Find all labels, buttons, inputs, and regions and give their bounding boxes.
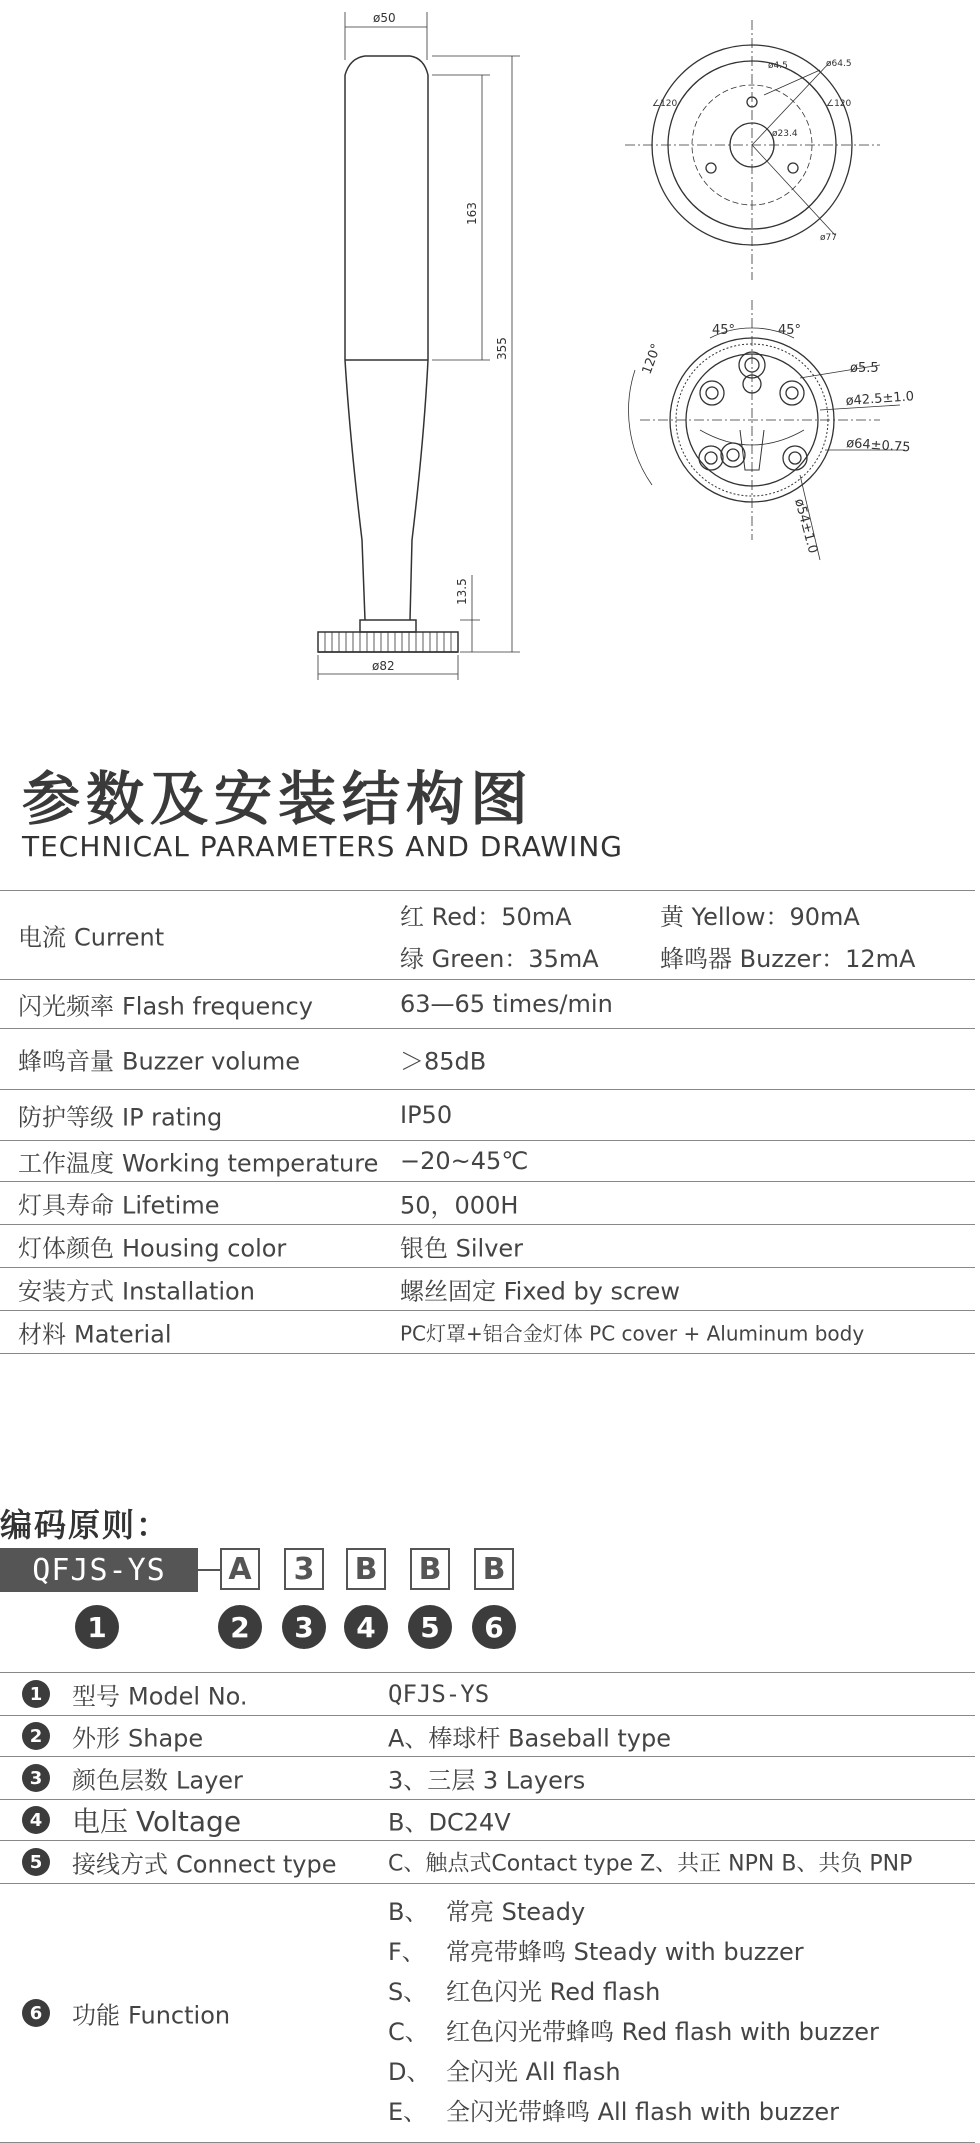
current-buzzer: 蜂鸣器 Buzzer：12mA (660, 945, 916, 973)
dim-base-diameter: ø82 (372, 659, 395, 673)
function-code: D、 (388, 2058, 431, 2086)
coding-row-number: 5 (22, 1848, 50, 1876)
coding-row (0, 1757, 975, 1800)
dim-angle-left: ∠120 (652, 99, 678, 109)
model-code-box: QFJS-YS (0, 1548, 198, 1592)
coding-row-label (72, 1761, 243, 1796)
dim-angle-45-right: 45° (778, 323, 802, 338)
param-value: 银色 Silver (400, 1234, 524, 1263)
param-label-cn: 蜂鸣音量 (18, 1047, 114, 1076)
function-desc: 红色闪光 Red flash (446, 1978, 661, 2006)
code-number-4: 4 (344, 1605, 388, 1649)
param-label-cn: 材料 (18, 1320, 66, 1349)
code-number-2: 2 (218, 1605, 262, 1649)
section-title-en: TECHNICAL PARAMETERS AND DRAWING (22, 830, 623, 863)
function-list (388, 1892, 879, 2132)
coding-row-label (72, 1845, 336, 1880)
param-label (18, 918, 164, 953)
param-label (18, 1315, 172, 1350)
coding-label-cn: 型号 (72, 1682, 120, 1711)
dim-angle-45-left: 45° (712, 323, 736, 338)
param-label-en: Flash frequency (122, 992, 313, 1021)
dim-angle-120: 120° (639, 341, 665, 377)
function-desc: 全闪光带蜂鸣 All flash with buzzer (446, 2098, 839, 2126)
param-row (0, 1225, 975, 1268)
param-value: IP50 (400, 1101, 453, 1129)
coding-label-en: Connect type (176, 1850, 337, 1879)
param-label-en: IP rating (122, 1103, 223, 1132)
coding-row-value: A、棒球杆 Baseball type (388, 1724, 672, 1753)
coding-label-en: Model No. (128, 1682, 248, 1711)
dim-circle-54: ø54±1.0 (791, 497, 821, 556)
param-row (0, 1182, 975, 1225)
dim-circle-23-4: ø23.4 (772, 129, 798, 139)
function-code: S、 (388, 1978, 428, 2006)
coding-row (0, 1716, 975, 1757)
param-label-cn: 安装方式 (18, 1277, 114, 1306)
param-label-en: Housing color (122, 1234, 287, 1263)
param-value: PC灯罩+铝合金灯体 PC cover + Aluminum body (400, 1321, 865, 1346)
function-item (388, 2092, 879, 2132)
param-label (18, 1042, 300, 1077)
dim-circle-64-5: ø64.5 (826, 59, 852, 69)
base-knurling (325, 632, 451, 652)
coding-label-cn: 功能 (72, 2001, 120, 2030)
coding-row-label (72, 1677, 248, 1712)
code-number-3: 3 (282, 1605, 326, 1649)
coding-label-en: Voltage (136, 1805, 242, 1838)
current-yellow: 黄 Yellow：90mA (660, 903, 860, 931)
dim-height-163: 163 (465, 202, 479, 225)
code-letter-layer: 3 (284, 1548, 324, 1590)
param-row (0, 1141, 975, 1182)
coding-row (0, 1800, 975, 1841)
coding-row-label (72, 1800, 241, 1840)
function-code: F、 (388, 1938, 426, 1966)
param-label-en: Lifetime (122, 1191, 220, 1220)
param-row (0, 1311, 975, 1354)
param-label-en: Installation (122, 1277, 255, 1306)
param-label (18, 1098, 222, 1133)
coding-row-label (72, 1719, 203, 1754)
coding-label-cn: 颜色层数 (72, 1766, 168, 1795)
param-label (18, 987, 313, 1022)
function-code: C、 (388, 2018, 429, 2046)
coding-row-value: 3、三层 3 Layers (388, 1766, 586, 1795)
current-red: 红 Red：50mA (400, 903, 572, 931)
parameter-table (0, 890, 975, 1354)
coding-row-label (72, 1996, 230, 2031)
param-value: 63—65 times/min (400, 990, 613, 1018)
coding-label-en: Layer (176, 1766, 243, 1795)
dim-hole-5-5: ø5.5 (850, 361, 879, 376)
param-label (18, 1272, 255, 1307)
dim-height-13-5: 13.5 (455, 578, 469, 605)
function-item (388, 2012, 879, 2052)
param-label-cn: 工作温度 (18, 1149, 114, 1178)
dim-top-diameter: ø50 (373, 11, 396, 25)
function-item (388, 1932, 879, 1972)
coding-title: 编码原则： (0, 1506, 171, 1544)
param-row (0, 1268, 975, 1311)
dim-circle-42-5: ø42.5±1.0 (845, 389, 915, 409)
current-green: 绿 Green：35mA (400, 945, 599, 973)
coding-label-cn: 外形 (72, 1724, 120, 1753)
param-label-cn: 防护等级 (18, 1103, 114, 1132)
coding-row-function (0, 1884, 975, 2143)
code-letter-connect: B (410, 1548, 450, 1590)
param-value: −20~45℃ (400, 1147, 529, 1175)
section-title-cn: 参数及安装结构图 (22, 765, 535, 833)
code-letter-function: B (474, 1548, 514, 1590)
coding-row-value: C、触点式Contact type Z、共正 NPN B、共负 PNP (388, 1851, 913, 1877)
param-value: 50，000H (400, 1191, 519, 1220)
coding-row (0, 1672, 975, 1716)
param-label-en: Current (74, 923, 165, 952)
param-label-cn: 闪光频率 (18, 992, 114, 1021)
function-item (388, 1972, 879, 2012)
function-desc: 红色闪光带蜂鸣 Red flash with buzzer (446, 2018, 879, 2046)
coding-row-number: 4 (22, 1806, 50, 1834)
param-row (0, 980, 975, 1029)
dim-height-355: 355 (495, 337, 509, 360)
param-row (0, 1029, 975, 1090)
coding-row (0, 1841, 975, 1884)
coding-label-cn: 电压 (72, 1805, 129, 1838)
technical-drawing (0, 0, 980, 700)
function-code: E、 (388, 2098, 428, 2126)
code-number-6: 6 (472, 1605, 516, 1649)
dim-circle-77: ø77 (820, 233, 837, 243)
coding-row-number: 6 (22, 1999, 50, 2027)
code-number-5: 5 (408, 1605, 452, 1649)
coding-row-number: 1 (22, 1680, 50, 1708)
param-label-cn: 灯体颜色 (18, 1234, 114, 1263)
coding-row-number: 3 (22, 1764, 50, 1792)
param-row-current (0, 890, 975, 980)
param-label-cn: 电流 (18, 923, 66, 952)
coding-row-value: B、DC24V (388, 1808, 511, 1837)
param-label (18, 1186, 219, 1221)
code-letter-shape: A (220, 1548, 260, 1590)
param-label (18, 1229, 286, 1264)
param-value: 螺丝固定 Fixed by screw (400, 1277, 680, 1306)
function-desc: 全闪光 All flash (446, 2058, 621, 2086)
dim-angle-right: ∠120 (826, 99, 852, 109)
param-label (18, 1144, 378, 1179)
param-label-cn: 灯具寿命 (18, 1191, 114, 1220)
coding-label-en: Function (128, 2001, 231, 2030)
dim-hole-4-5: ø4.5 (768, 61, 788, 71)
function-item (388, 2052, 879, 2092)
function-item (388, 1892, 879, 1932)
param-value: ＞85dB (400, 1047, 487, 1076)
coding-row-value: QFJS-YS (388, 1680, 490, 1708)
bottom-view-drawing (629, 300, 905, 560)
code-letter-voltage: B (346, 1548, 386, 1590)
coding-label-cn: 接线方式 (72, 1850, 168, 1879)
function-desc: 常亮 Steady (446, 1898, 586, 1926)
dim-circle-64: ø64±0.75 (845, 436, 911, 456)
code-number-1: 1 (75, 1605, 119, 1649)
param-label-en: Working temperature (122, 1149, 379, 1178)
coding-label-en: Shape (128, 1724, 204, 1753)
function-desc: 常亮带蜂鸣 Steady with buzzer (446, 1938, 804, 1966)
param-label-en: Material (74, 1320, 172, 1349)
param-row (0, 1090, 975, 1141)
param-label-en: Buzzer volume (122, 1047, 301, 1076)
coding-table (0, 1672, 975, 2143)
model-connector (198, 1569, 220, 1571)
function-code: B、 (388, 1898, 429, 1926)
side-view-drawing (318, 12, 520, 680)
coding-row-number: 2 (22, 1722, 50, 1750)
